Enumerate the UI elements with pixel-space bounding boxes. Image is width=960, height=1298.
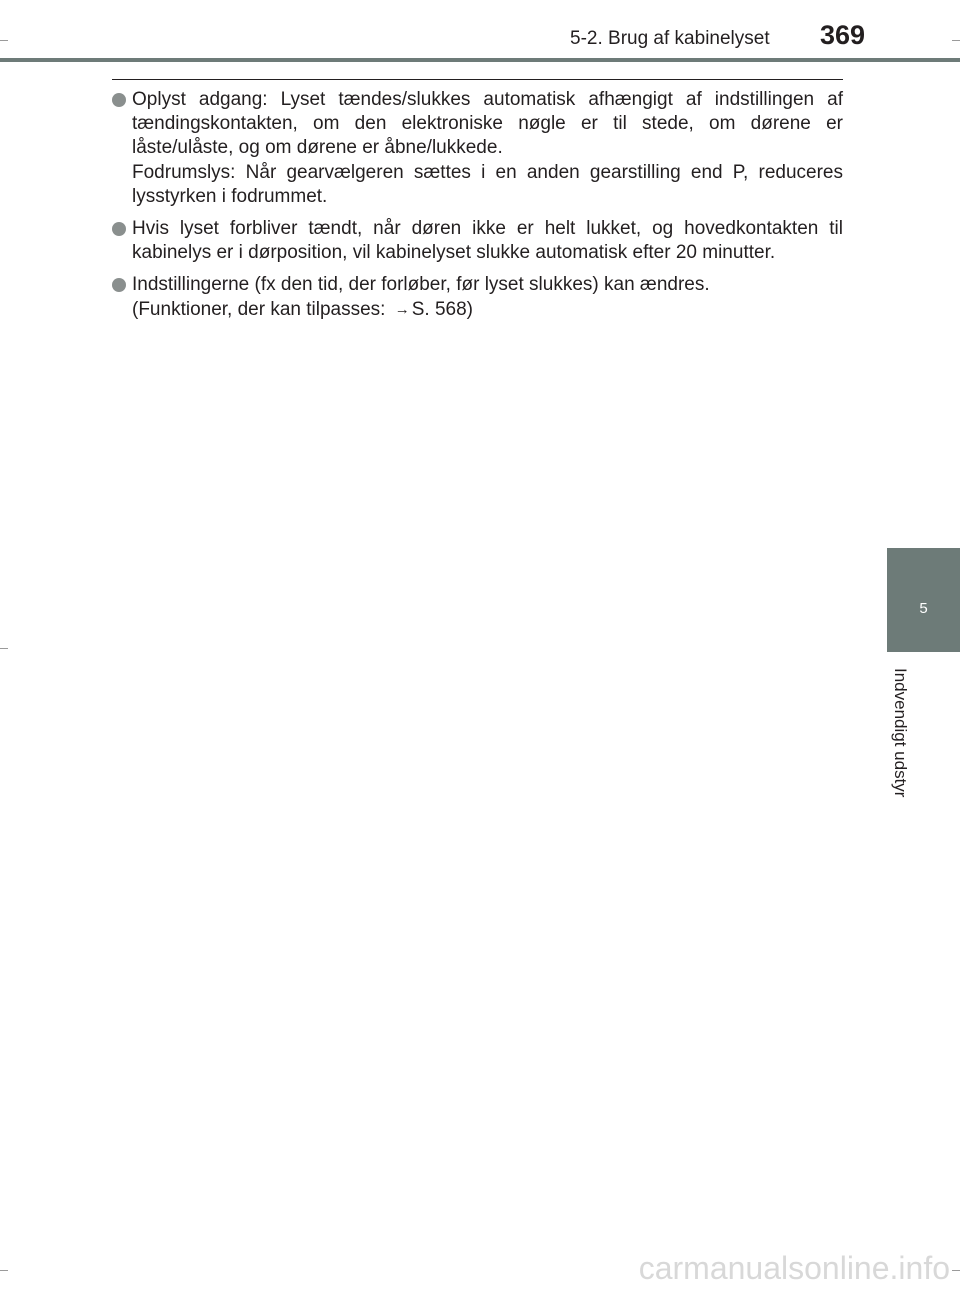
watermark: carmanualsonline.info: [638, 1250, 950, 1286]
list-item: [132, 273, 843, 321]
crop-mark: [952, 1270, 960, 1271]
reference-prefix: (Funktioner, der kan tilpasses:: [132, 298, 391, 320]
section-title: 5-2. Brug af kabinelyset: [570, 28, 770, 49]
list-item: [132, 217, 843, 265]
chapter-label: Indvendigt udstyr: [891, 668, 910, 798]
paragraph: Hvis lyset forbliver tændt, når døren ikke er helt lukket, og hovedkontakten til kabinelys er i dørposition, vil kabinelyset slukke automatisk efter 20 minutter.: [132, 218, 843, 264]
chapter-number: 5: [919, 600, 928, 617]
content-divider: [112, 79, 843, 80]
arrow-right-icon: →: [394, 300, 410, 318]
page-reference-link[interactable]: S. 568): [411, 298, 474, 320]
bullet-dot-icon: [112, 93, 126, 107]
crop-mark: [0, 648, 8, 649]
crop-mark: [0, 40, 8, 41]
paragraph: Oplyst adgang: Lyset tændes/slukkes automatisk afhængigt af indstillingen af tændingskontakten, om den elektroniske nøgle er til stede, om dørene er låste/ulåste, og om dørene er åbne/lukkede.: [132, 89, 843, 159]
crop-mark: [0, 1270, 8, 1271]
chapter-label-wrap: [868, 668, 948, 828]
paragraph: Indstillingerne (fx den tid, der forløber, før lyset slukkes) kan ændres.: [132, 274, 710, 296]
list-item: [132, 88, 843, 209]
chapter-tab: [887, 548, 960, 652]
header-bar: [0, 58, 960, 62]
page-content: [132, 88, 843, 330]
paragraph: Fodrumslys: Når gearvælgeren sættes i en anden gearstilling end P, reduceres lysstyrken i fodrummet.: [132, 161, 843, 207]
paragraph: [132, 298, 843, 322]
page-number: 369: [820, 20, 866, 50]
bullet-dot-icon: [112, 278, 126, 292]
crop-mark: [952, 40, 960, 41]
bullet-dot-icon: [112, 222, 126, 236]
